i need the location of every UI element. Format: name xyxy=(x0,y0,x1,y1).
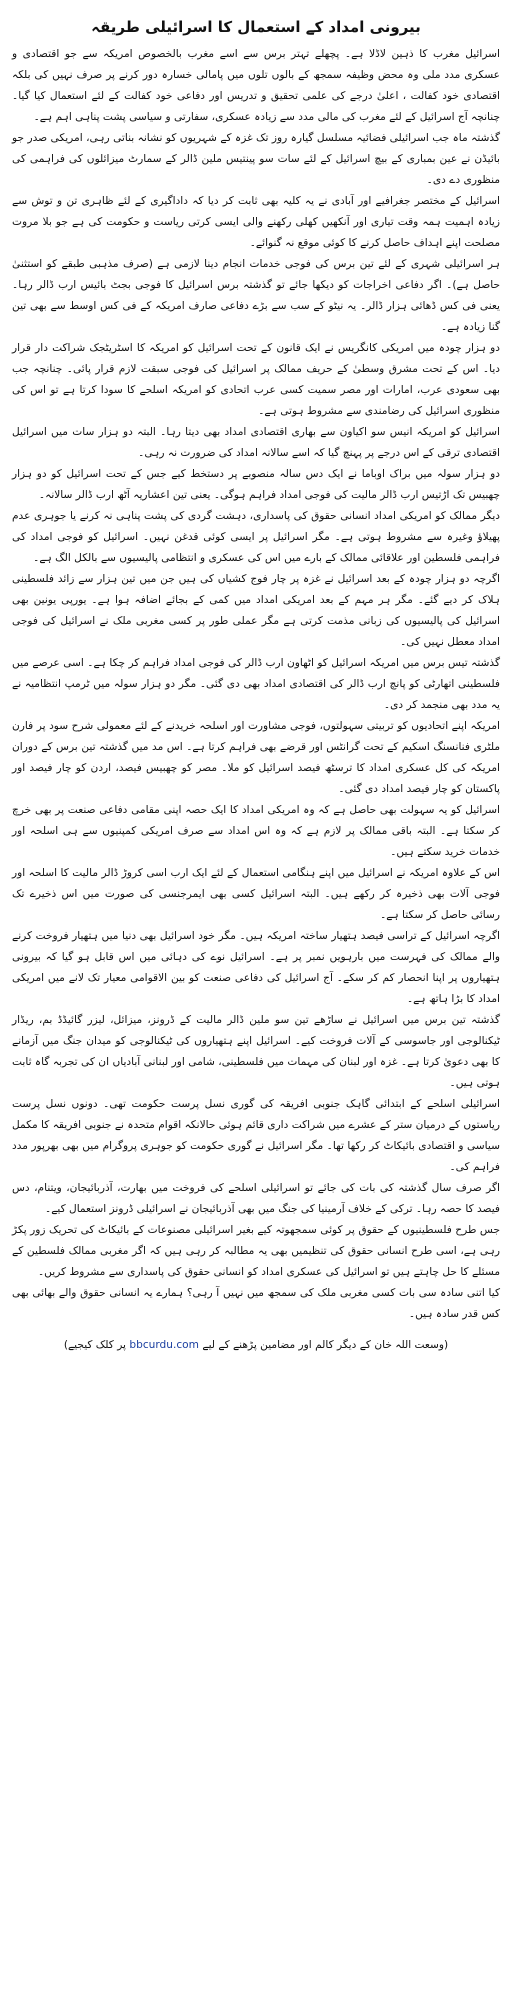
article-paragraph: گذشتہ تیس برس میں امریکہ اسرائیل کو اٹھاون ارب ڈالر کی فوجی امداد فراہم کر چکا ہے۔ اسی عرصے میں فلسطینی اتھارٹی کو پانچ ارب ڈالر کی اقتصادی امداد بھی دی گئی۔ مگر دو ہزار سولہ میں ٹرمپ انتظامیہ نے یہ مدد بھی منجمد کر دی۔ xyxy=(12,657,500,711)
article-body xyxy=(12,44,500,1325)
author-footer xyxy=(12,1335,500,1356)
footer-note: (وسعت اللہ خان کے دیگر کالم اور مضامین پڑھنے کے لیے xyxy=(202,1339,449,1351)
article-paragraph: گذشتہ تین برس میں اسرائیل نے ساڑھے تین سو ملین ڈالر مالیت کے ڈرونز، میزائل، لیزر گائیڈڈ بم، ریڈار ٹیکنالوجی اور جاسوسی کے آلات فروخت کیے۔ اسرائیل اپنے ہتھیاروں کی ٹیکنالوجی کو میدان جنگ میں آزمانے کا بھی دعویٰ کرتا ہے۔ غزہ اور لبنان کی مہمات میں فلسطینی، شامی اور لبنانی آبادیاں ان کی تجربہ گاہ ثابت ہوتی ہیں۔ xyxy=(12,1014,500,1089)
article-paragraph: اسرائیلی اسلحے کے ابتدائی گاہک جنوبی افریقہ کی گوری نسل پرست حکومت تھی۔ دونوں نسل پرست ریاستوں کے درمیان ستر کے عشرے میں شراکت داری قائم ہوئی حالانکہ اقوام متحدہ نے جنوبی افریقہ کا مکمل سیاسی و اقتصادی بائیکاٹ کر رکھا تھا۔ مگر اسرائیل نے گوری حکومت کو جوہری پروگرام میں بھی بھرپور مدد فراہم کی۔ xyxy=(12,1098,500,1173)
article-paragraph: دیگر ممالک کو امریکی امداد انسانی حقوق کی پاسداری، دہشت گردی کی پشت پناہی نہ کرنے یا جوہری عدم پھیلاؤ وغیرہ سے مشروط ہوتی ہے۔ مگر اسرائیل پر ایسی کوئی قدغن نہیں۔ اسرائیل کو فوجی امداد کی فراہمی فلسطین اور علاقائی ممالک کے بارے میں اس کی عسکری و انتظامی پالیسیوں سے بالکل الگ ہے۔ xyxy=(12,510,500,564)
article-paragraph: دو ہزار سولہ میں براک اوباما نے ایک دس سالہ منصوبے پر دستخط کیے جس کے تحت اسرائیل کو دو ہزار چھبیس تک اڑتیس ارب ڈالر مالیت کی فوجی امداد فراہم ہوگی۔ یعنی تین اعشاریہ آٹھ ارب ڈالر سالانہ۔ xyxy=(12,468,500,501)
article-paragraph: اگرچہ اسرائیل کے تراسی فیصد ہتھیار ساختہ امریکہ ہیں۔ مگر خود اسرائیل بھی دنیا میں ہتھیار فروخت کرنے والے ممالک کی فہرست میں بارہویں نمبر پر ہے۔ اسرائیل نوے کی دہائی میں اس قابل ہو گیا کہ بیرونی ہتھیاروں پر اپنا انحصار کم کر سکے۔ آج اسرائیل کی دفاعی صنعت کو بین الاقوامی معیار تک لانے میں امریکی امداد کا بڑا ہاتھ ہے۔ xyxy=(12,930,500,1005)
article-paragraph: ہر اسرائیلی شہری کے لئے تین برس کی فوجی خدمات انجام دینا لازمی ہے (صرف مذہبی طبقے کو استثنیٰ حاصل ہے)۔ اگر دفاعی اخراجات کو دیکھا جائے تو گذشتہ برس اسرائیل کا فوجی بجٹ بائیس ارب ڈالر رہا۔ یعنی فی کس ڈھائی ہزار ڈالر۔ یہ نیٹو کے سب سے بڑے دفاعی صارف امریکہ کے فی کس اوسط سے بھی تین گنا زیادہ ہے۔ xyxy=(12,258,500,333)
footer-click-text: پر کلک کیجیے) xyxy=(63,1339,127,1351)
article-paragraph: اگرچہ دو ہزار چودہ کے بعد اسرائیل نے غزہ پر چار فوج کشیاں کی ہیں جن میں تین ہزار سے زائد فلسطینی ہلاک کر دیے گئے۔ مگر ہر مہم کے بعد امریکی امداد میں کمی کے بجائے اضافہ ہوا ہے۔ یورپی یونین بھی اسرائیل کی پالیسیوں کی زبانی مذمت کرتی ہے مگر عملی طور پر کسی مغربی ملک نے اسرائیل کی فوجی امداد معطل نہیں کی۔ xyxy=(12,573,500,648)
article-paragraph: اسرائیل کو امریکہ انیس سو اکیاون سے بھاری اقتصادی امداد بھی دیتا رہا۔ البتہ دو ہزار سات میں اسرائیل اقتصادی ترقی کے اس درجے پر پہنچ گیا کہ اسے سالانہ امداد کی ضرورت نہ رہی۔ xyxy=(12,426,500,459)
article-paragraph: اگر صرف سال گذشتہ کی بات کی جائے تو اسرائیلی اسلحے کی فروخت میں بھارت، آذربائیجان، ویتنام، دس فیصد کا حصہ رہا۔ ترکی کے خلاف آرمینیا کی جنگ میں بھی آذربائیجان نے اسرائیلی ڈرونز استعمال کیے۔ xyxy=(12,1182,500,1215)
article-title: بیرونی امداد کے استعمال کا اسرائیلی طریقہ xyxy=(91,18,421,36)
article-paragraph: اسرائیل مغرب کا ذہین لاڈلا ہے۔ پچھلے تہتر برس سے اسے مغرب بالخصوص امریکہ سے جو اقتصادی و عسکری مدد ملی وہ محض وظیفہ سمجھ کے بالوں تلوں میں پامالی خسارہ دور کرنے پر صرف نہیں کی بلکہ اقتصادی خود کفالت ، اعلیٰ درجے کی علمی تحقیق و تدریس اور دفاعی خود کفالت کے لئے استعمال کیا گیا۔ چنانچہ آج اسرائیل کے لئے مغرب کی مالی مدد سے زیادہ عسکری، سفارتی و سیاسی پشت پناہی اہم ہے۔ xyxy=(12,48,500,123)
article-paragraph: امریکہ اپنے اتحادیوں کو تربیتی سہولتوں، فوجی مشاورت اور اسلحہ خریدنے کے لئے معمولی شرح سود پر فارن ملٹری فنانسنگ اسکیم کے تحت گرانٹس اور قرضے بھی فراہم کرتا ہے۔ اس مد میں گذشتہ تین برس کے دوران امریکہ کی کل عسکری امداد کا ترسٹھ فیصد اسرائیل کو ملا۔ مصر کو چھبیس فیصد، اردن کو چار فیصد اور پاکستان کو چار فیصد امداد دی گئی۔ xyxy=(12,720,500,795)
article-paragraph: جس طرح فلسطینیوں کے حقوق پر کوئی سمجھوتہ کیے بغیر اسرائیلی مصنوعات کے بائیکاٹ کی تحریک زور پکڑ رہی ہے، اسی طرح انسانی حقوق کی تنظیمیں بھی یہ مطالبہ کر رہی ہیں کہ اگر مغربی ممالک فلسطین کے مسئلے کا حل چاہتے ہیں تو اسرائیل کی عسکری امداد کو انسانی حقوق کی پاسداری سے مشروط کریں۔ xyxy=(12,1224,500,1278)
article-paragraph: کیا اتنی سادہ سی بات کسی مغربی ملک کی سمجھ میں نہیں آ رہی؟ ہمارے یہ انسانی حقوق والے بھائی بھی کس قدر سادہ ہیں۔ xyxy=(12,1287,500,1320)
article-paragraph: اسرائیل کے مختصر جغرافیے اور آبادی نے یہ کلیہ بھی ثابت کر دیا کہ داداگیری کے لئے ظاہری تن و توش سے زیادہ اہمیت ہمہ وقت تیاری اور آنکھیں کھلی رکھنے والی ایسی کرتی ریاست و حکومت کی ہے جو بلا مروت مصلحت اپنے اہداف حاصل کرنے کا کوئی موقع نہ گنوائے۔ xyxy=(12,195,500,249)
bbcurdu-link[interactable]: bbcurdu.com xyxy=(129,1339,199,1351)
article-paragraph: دو ہزار چودہ میں امریکی کانگریس نے ایک قانون کے تحت اسرائیل کو امریکہ کا اسٹریٹجک شراکت دار قرار دیا۔ اس کے تحت مشرق وسطیٰ کے حریف ممالک پر اسرائیل کی فوجی سبقت لازم قرار پائی۔ چنانچہ جب بھی سعودی عرب، امارات اور مصر سمیت کسی عرب اتحادی کو امریکہ اسلحے کا سودا کرتا ہے تو اس کی منظوری اسرائیل کی رضامندی سے مشروط ہوتی ہے۔ xyxy=(12,342,500,417)
article-paragraph: اسرائیل کو یہ سہولت بھی حاصل ہے کہ وہ امریکی امداد کا ایک حصہ اپنی مقامی دفاعی صنعت پر بھی خرچ کر سکتا ہے۔ البتہ باقی ممالک پر لازم ہے کہ وہ اس امداد سے صرف امریکی کمپنیوں سے ہی اسلحہ اور خدمات خرید سکتے ہیں۔ xyxy=(12,804,500,858)
article-paragraph: اس کے علاوہ امریکہ نے اسرائیل میں اپنے ہنگامی استعمال کے لئے ایک ارب اسی کروڑ ڈالر مالیت کا اسلحہ اور فوجی آلات بھی ذخیرہ کر رکھے ہیں۔ البتہ اسرائیل کسی بھی ایمرجنسی کی صورت میں اس ذخیرے تک رسائی حاصل کر سکتا ہے۔ xyxy=(12,867,500,921)
article-paragraph: گذشتہ ماہ جب اسرائیلی فضائیہ مسلسل گیارہ روز تک غزہ کے شہریوں کو نشانہ بناتی رہی، امریکی صدر جو بائیڈن نے عین بمباری کے بیچ اسرائیل کے لئے سات سو پینتیس ملین ڈالر کے سمارٹ میزائلوں کی فراہمی کی منظوری دے دی۔ xyxy=(12,132,500,186)
